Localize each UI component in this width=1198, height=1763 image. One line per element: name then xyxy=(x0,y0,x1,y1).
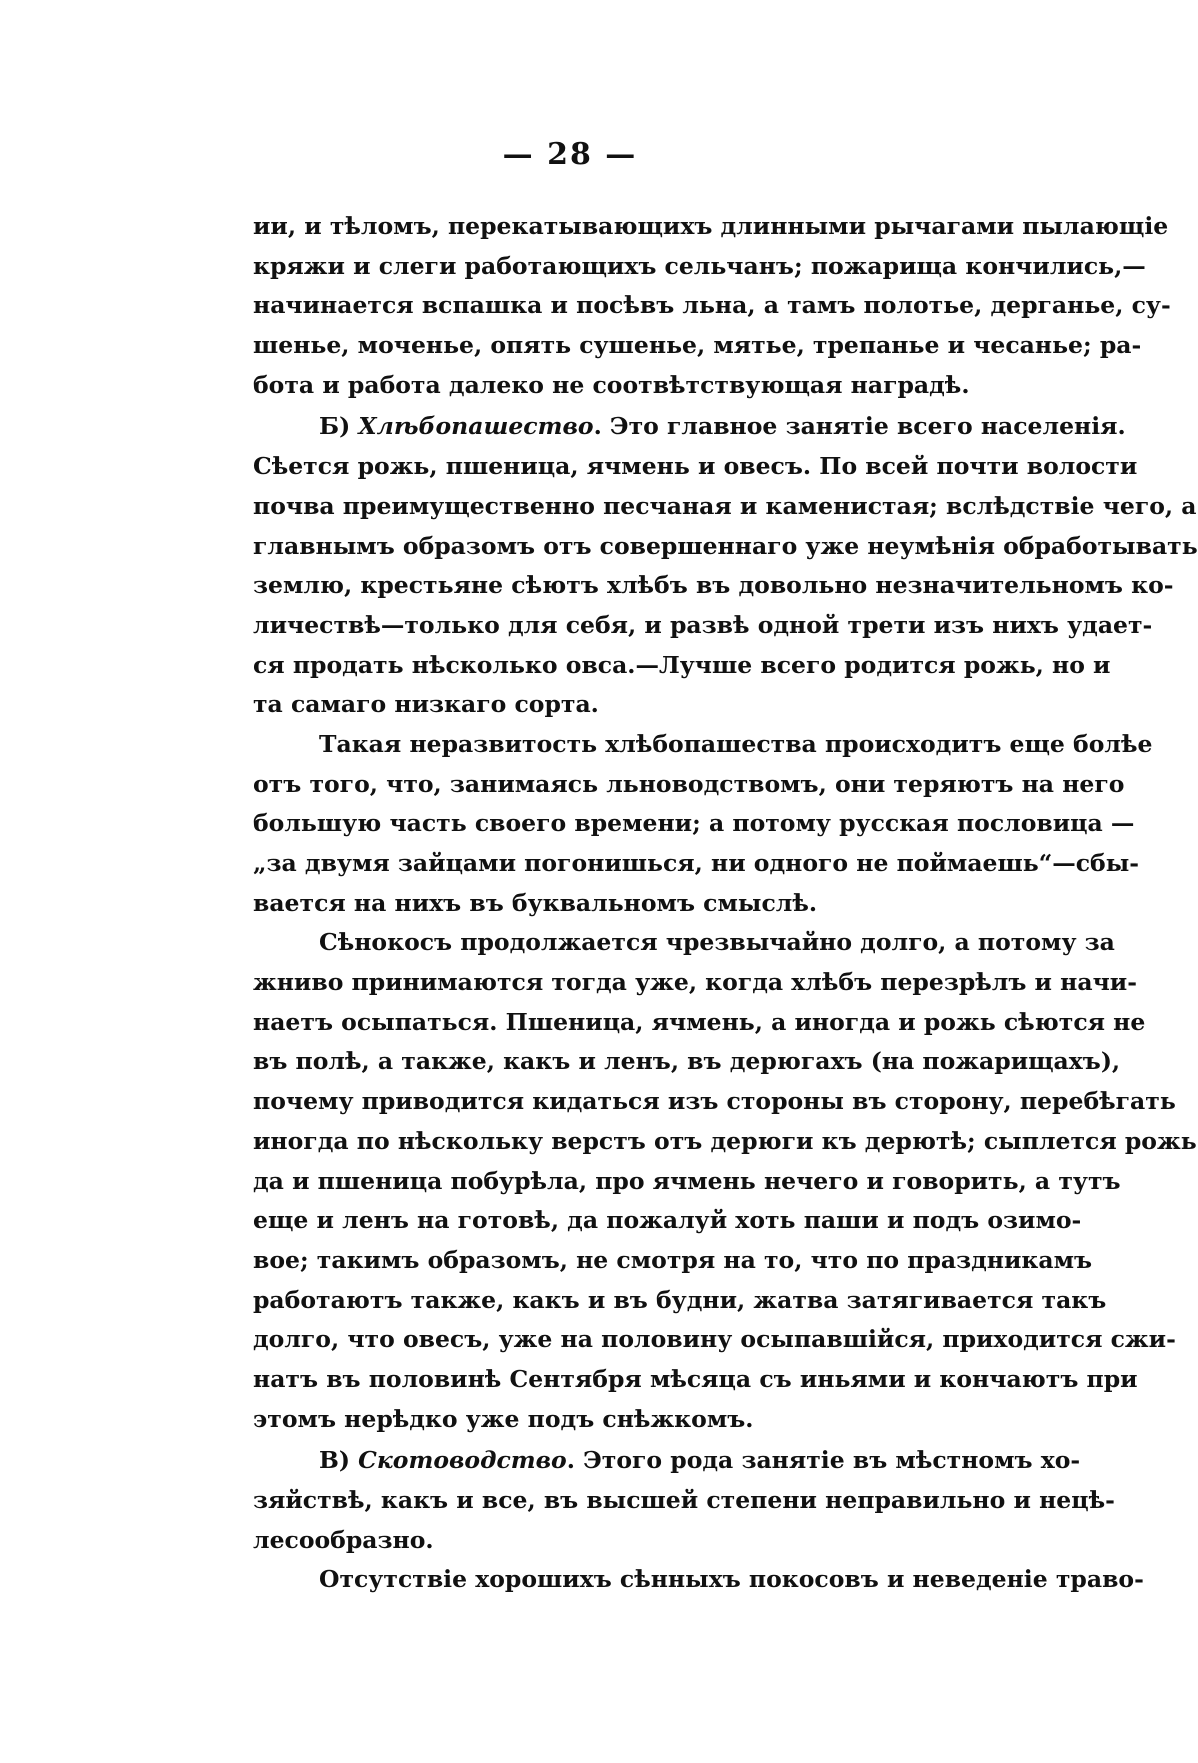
text-line: Сѣнокосъ продолжается чрезвычайно долго, а потому за xyxy=(319,928,1115,957)
text-line: наетъ осыпаться. Пшеница, ячмень, а иногда и рожь сѣются не xyxy=(253,1007,1146,1036)
text-line: большую часть своего времени; а потому русская пословица — xyxy=(253,809,1135,838)
text-line: кряжи и слеги работающихъ сельчанъ; пожарища кончились,— xyxy=(253,251,1146,280)
text-line: вое; такимъ образомъ, не смотря на то, что по праздникамъ xyxy=(253,1245,1093,1274)
section-title: Скотоводство xyxy=(358,1446,567,1475)
heading-continuation: . Это главное занятіе всего населенія. xyxy=(593,412,1126,441)
heading-continuation: . Этого рода занятіе въ мѣстномъ хо- xyxy=(566,1446,1081,1475)
text-line: вается на нихъ въ буквальномъ смыслѣ. xyxy=(253,888,818,917)
heading-letter: В) xyxy=(319,1446,359,1475)
text-line: еще и ленъ на готовѣ, да пожалуй хоть паши и подъ озимо- xyxy=(253,1206,1082,1235)
text-line: Сѣется рожь, пшеница, ячмень и овесъ. По всей почти волости xyxy=(253,452,1138,481)
text-line: Такая неразвитость хлѣбопашества происходитъ еще болѣе xyxy=(319,729,1153,758)
text-line: главнымъ образомъ отъ совершеннаго уже неумѣнія обработывать xyxy=(253,531,1198,560)
text-line: натъ въ половинѣ Сентября мѣсяца съ иньями и кончаютъ при xyxy=(253,1364,1138,1393)
text-line: зяйствѣ, какъ и все, въ высшей степени неправильно и нецѣ- xyxy=(253,1486,1115,1514)
text-line: та самаго низкаго сорта. xyxy=(253,690,599,719)
body-text xyxy=(253,207,1198,1600)
text-line: бота и работа далеко не соотвѣтствующая наградѣ. xyxy=(253,370,970,399)
text-line: „за двумя зайцами погонишься, ни одного не поймаешь“—сбы- xyxy=(253,849,1140,877)
text-line: начинается вспашка и посѣвъ льна, а тамъ полотье, дерганье, су- xyxy=(253,291,1171,320)
text-line: ии, и тѣломъ, перекатывающихъ длинными рычагами пылающіе xyxy=(253,212,1169,240)
section-heading-line xyxy=(253,1441,1081,1481)
text-line: жниво принимаются тогда уже, когда хлѣбъ перезрѣлъ и начи- xyxy=(253,968,1137,997)
text-line: личествѣ—только для себя, и развѣ одной трети изъ нихъ удает- xyxy=(253,610,1153,639)
text-line: долго, что овесъ, уже на половину осыпавшійся, приходится сжи- xyxy=(253,1325,1176,1354)
section-title: Хлѣбопашество xyxy=(358,412,594,441)
text-line: почва преимущественно песчаная и каменистая; вслѣдствіе чего, а xyxy=(253,491,1197,520)
text-line: лесообразно. xyxy=(253,1525,434,1554)
text-line: отъ того, что, занимаясь льноводствомъ, они теряютъ на него xyxy=(253,769,1125,798)
text-line: въ полѣ, а также, какъ и ленъ, въ дерюгахъ (на пожарищахъ), xyxy=(253,1047,1121,1076)
heading-letter: Б) xyxy=(319,412,359,441)
text-line: работаютъ также, какъ и въ будни, жатва затягивается такъ xyxy=(253,1285,1107,1314)
text-line: этомъ нерѣдко уже подъ снѣжкомъ. xyxy=(253,1404,754,1433)
text-line: иногда по нѣскольку верстъ отъ дерюги къ дерютѣ; сыплется рожь xyxy=(253,1126,1197,1155)
text-line: ся продать нѣсколько овса.—Лучше всего родится рожь, но и xyxy=(253,650,1111,679)
text-line: почему приводится кидаться изъ стороны въ сторону, перебѣгать xyxy=(253,1087,1176,1116)
section-heading-line xyxy=(253,407,1126,447)
text-line: шенье, моченье, опять сушенье, мятье, трепанье и чесанье; ра- xyxy=(253,331,1142,360)
text-line: Отсутствіе хорошихъ сѣнныхъ покосовъ и неведеніе траво- xyxy=(319,1565,1144,1594)
text-line: да и пшеница побурѣла, про ячмень нечего и говорить, а тутъ xyxy=(253,1166,1121,1195)
page-number: — 28 — xyxy=(502,137,638,172)
text-line: землю, крестьяне сѣютъ хлѣбъ въ довольно незначительномъ ко- xyxy=(253,571,1174,600)
